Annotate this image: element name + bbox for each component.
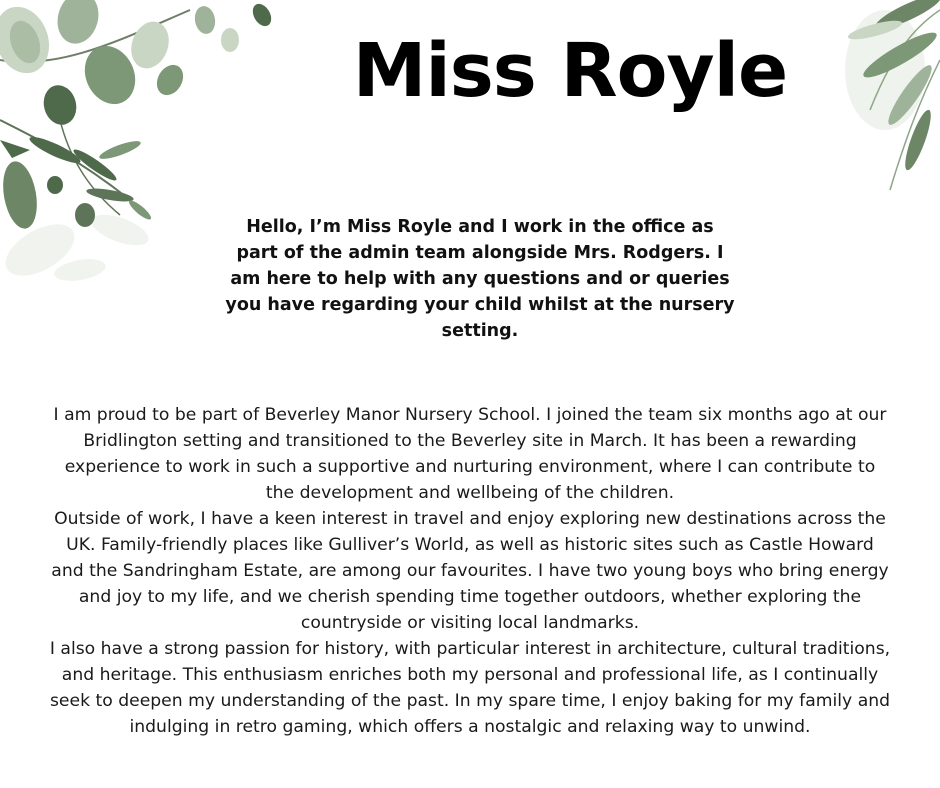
page-title: Miss Royle [352,28,788,114]
intro-text: Hello, I’m Miss Royle and I work in the office as part of the admin team alongside Mrs. Rodgers. I am here to help with any questions and or queries you have regarding your child whilst at the nursery setting. [225,217,735,341]
bio-paragraph-work: I am proud to be part of Beverley Manor Nursery School. I joined the team six months ago at our Bridlington setting and transitioned to the Beverley site in March. It has been a rewarding experience to work in such a supportive and nurturing environment, where I can contribute to the development and wellbeing of the children. [53,405,887,503]
bio-paragraph-travel: Outside of work, I have a keen interest in travel and enjoy exploring new destinations across the UK. Family-friendly places like Gulliver’s World, as well as historic sites such as Castle Howard and the Sandringham Estate, are among our favourites. I have two young boys who bring energy and joy to my life, and we cherish spending time together outdoors, whether exploring the countryside or visiting local landmarks. [51,509,889,633]
bio-section [48,402,892,740]
foliage-top-right-decoration [790,0,940,200]
bio-paragraph-interests: I also have a strong passion for history, with particular interest in architecture, cultural traditions, and heritage. This enthusiasm enriches both my personal and professional life, as I continually seek to deepen my understanding of the past. In my spare time, I enjoy baking for my family and indulging in retro gaming, which offers a nostalgic and relaxing way to unwind. [49,639,891,737]
